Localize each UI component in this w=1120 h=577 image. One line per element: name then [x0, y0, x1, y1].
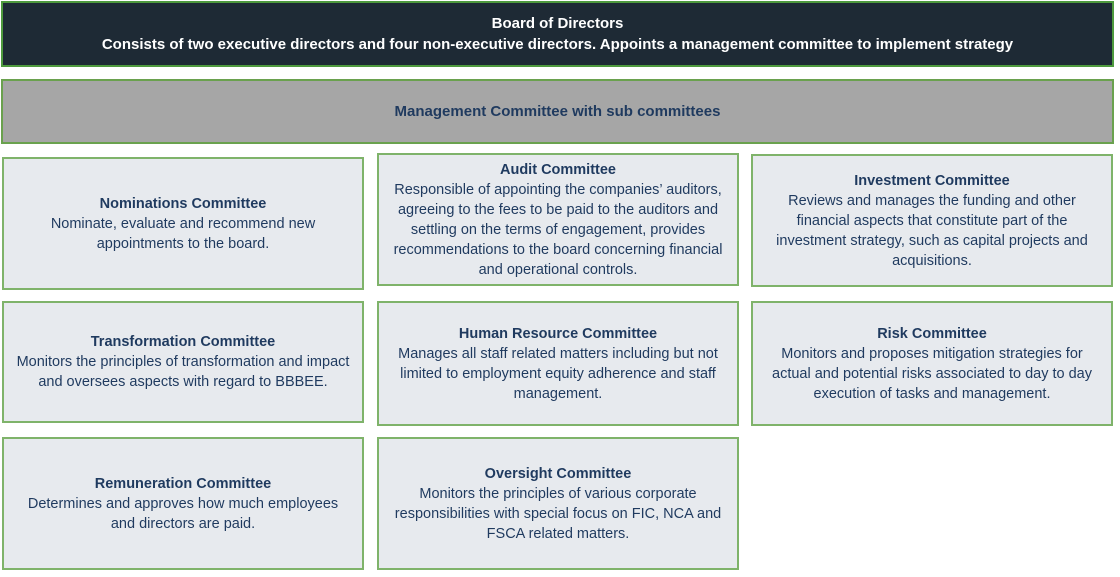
- human-resource-committee-box: [377, 301, 739, 426]
- committee-description: Monitors the principles of transformation and impact and oversees aspects with regard to BBBEE.: [16, 354, 350, 390]
- board-title: Board of Directors: [491, 15, 624, 32]
- committee-description: Manages all staff related matters including but not limited to employment equity adherence and staff management.: [398, 345, 718, 402]
- audit-committee-box: [377, 153, 739, 286]
- committee-title: Remuneration Committee: [94, 475, 272, 492]
- committee-title: Human Resource Committee: [458, 325, 658, 342]
- committee-description: Monitors and proposes mitigation strategies for actual and potential risks associated to day to day execution of tasks and management.: [772, 345, 1092, 402]
- management-title: Management Committee with sub committees: [394, 103, 721, 120]
- committee-title: Audit Committee: [500, 161, 616, 178]
- transformation-committee-box: [2, 301, 364, 423]
- risk-committee-box: [751, 301, 1113, 426]
- board-of-directors-box: [1, 1, 1114, 67]
- committee-title: Investment Committee: [854, 172, 1010, 189]
- board-subtitle: Consists of two executive directors and four non-executive directors. Appoints a management committee to implement strategy: [101, 36, 1014, 53]
- committee-description: Monitors the principles of various corporate responsibilities with special focus on FIC, NCA and FSCA related matters.: [394, 485, 722, 542]
- management-committee-box: [1, 79, 1114, 144]
- committee-description: Determines and approves how much employees and directors are paid.: [27, 495, 339, 532]
- committee-title: Risk Committee: [877, 325, 987, 342]
- committee-description: Nominate, evaluate and recommend new appointments to the board.: [50, 215, 316, 252]
- committee-title: Transformation Committee: [90, 334, 276, 350]
- committee-title: Nominations Committee: [99, 195, 267, 212]
- investment-committee-box: [751, 154, 1113, 287]
- oversight-committee-box: [377, 437, 739, 570]
- committee-description: Reviews and manages the funding and other financial aspects that constitute part of the investment strategy, such as capital projects and acquisitions.: [776, 192, 1088, 269]
- committee-description: Responsible of appointing the companies’ auditors, agreeing to the fees to be paid to the auditors and settling on the terms of engagement, provides recommendations to the board concerning financial and operational controls.: [393, 181, 723, 278]
- nominations-committee-box: [2, 157, 364, 290]
- remuneration-committee-box: [2, 437, 364, 570]
- committee-title: Oversight Committee: [484, 465, 632, 482]
